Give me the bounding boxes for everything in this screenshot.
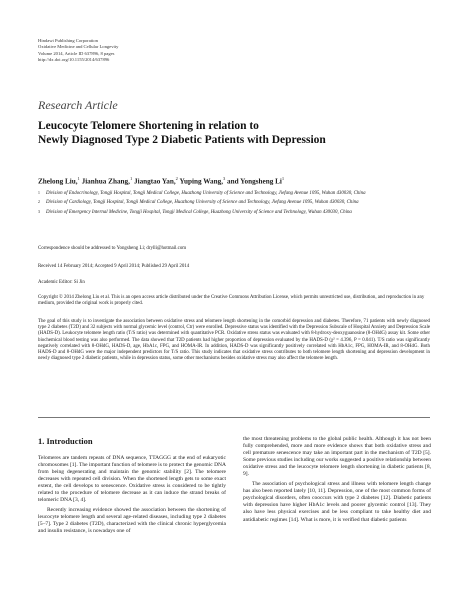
affiliation-number: 2 — [38, 200, 40, 205]
body-paragraph: Recently increasing evidence showed the association between the shortening of leucocyte telomere length and several age-related diseases, including type 2 diabetes [5–7]. Type 2 diabetes (T2D), characterized with the clinical chronic hyperglycemia and insulin resistance, is nowadays one of — [38, 507, 226, 535]
affiliation-item — [38, 210, 430, 216]
author-affil-mark: 3 — [223, 176, 226, 181]
body-paragraph: The association of psychological stress and illness with telomere length change has also been reported lately [10, 11]. Depression, one of the most common forms of psychological disorders, often cooccurs with type 2 diabetes [12]. Diabetic patients with depression have higher HbA1c levels and poorer glycemic control [13]. They also have less physical exercises and be less compliant to take healthy diet and antidiabetic regimes [14]. What is more, it is verified that diabetic patients — [243, 481, 431, 523]
title-line-1: Leucocyte Telomere Shortening in relation to — [38, 120, 259, 132]
author-affil-mark: 1 — [281, 176, 285, 181]
affiliation-number: 1 — [38, 191, 40, 195]
affiliation-text: Division of Emergency Internal Medicine, Tongji Hospital, Tongji Medical College, Huazhong University of Science and Technology, Wuhan 430030, China — [46, 209, 352, 215]
section-heading: 1. Introduction — [38, 436, 93, 446]
author-name: Yuping Wang, — [179, 177, 223, 186]
author-name: Zhelong Liu, — [38, 177, 78, 186]
author-affil-mark: 1 — [129, 176, 133, 181]
doi-link[interactable]: http://dx.doi.org/10.1155/2014/637896 — [38, 57, 110, 63]
correspondence-note: Correspondence should be addressed to Yongsheng Li; drylli@hotmail.com — [38, 246, 187, 251]
author-name: and Yongsheng Li — [227, 177, 282, 186]
article-title — [38, 119, 438, 147]
author-name: Jianhua Zhang, — [81, 177, 130, 186]
author-list — [38, 176, 284, 185]
copyright-notice — [38, 295, 430, 307]
affiliation-text: Division of Cardiology, Tongji Hospital, Tongji Medical College, Huazhong University of Science and Technology, Jiefang Avenue 1095, Wuhan 430030, China — [46, 200, 359, 206]
academic-editor: Academic Editor: Si Jin — [38, 280, 85, 285]
title-line-2: Newly Diagnosed Type 2 Diabetic Patients with Depression — [38, 134, 326, 146]
body-paragraph: Telomeres are tandem repeats of DNA sequence, TTAGGG at the end of eukaryotic chromosomes [1]. The important function of telomere is to protect the genomic DNA from being degenerating and maintain the genomic stability [2]. The telomere decreases with repeated cell division. When the shortened length gets to some exact extent, the cell develops to senescence. Oxidative stress is considered to be tightly related to the procedure of telomere decrease as it can induce the strand breaks of telomeric DNA [3, 4]. — [38, 455, 226, 504]
affiliation-number: 3 — [38, 209, 40, 214]
publisher-name: Hindawi Publishing Corporation — [38, 38, 98, 43]
right-column — [243, 436, 431, 527]
copyright-text: Copyright © 2014 Zhelong Liu et al. This is an open access article distributed under the Creative Commons Attribution License, which permits unrestricted use, distribution, and reproduction in any medium, provided the original work is properly cited. — [38, 295, 425, 307]
journal-name: Oxidative Medicine and Cellular Longevity — [38, 44, 119, 50]
publication-dates: Received 14 February 2014; Accepted 9 April 2014; Published 29 April 2014 — [38, 264, 190, 269]
body-paragraph: the most threatening problems to the global public health. Although it has not been fully comprehended, more and more evidence shows that both oxidative stress and cell premature senescence may take an important part in the mechanism of T2D [5]. Some previous studies including our works suggested a positive relationship between oxidative stress and the leucocyte telomere length shortening in diabetic patients [8, 9]. — [243, 436, 431, 478]
affiliations — [38, 191, 430, 219]
left-column — [38, 436, 226, 539]
affiliation-item — [38, 200, 430, 206]
article-type: Research Article — [38, 98, 118, 112]
author-affil-mark: 1 — [77, 176, 80, 181]
abstract-text: The goal of this study is to investigate the association between oxidative stress and telomere length shortening in the comorbid depression and diabetes. Therefore, 71 patients with newly diagnosed type 2 diabetes (T2D) and 32 subjects with normal glycemic level (control, Ctr) were enrolled. Depressive status was identified with the Depression Subscale of Hospital Anxiety and Depression Scale (HADS-D). Leukocyte telomere length ratio (T/S ratio) was determined with quantitative PCR. Oxidative stress status was evaluated with 8-hydroxy-deoxyguanosine (8-OHdG) assay kit. Some other biochemical blood testing was also performed. The data showed that T2D patients had higher proportion of depression evaluated by the HADS-D (χ² = 4.396, P = 0.041). T/S ratio was significantly negatively correlated with 8-OHdG, HADS-D, age, HbA1c, FPG, and HOMA-IR. In addition, HADS-D was significantly positively correlated with HbA1c, FPG, HOMA-IR, and 8-OHdG. Both HADS-D and 8-OHdG were the major independent predictors for T/S ratio. This study indicates that oxidative stress contributes to both telomere length shortening and depression development in newly diagnosed type 2 diabetic patients, while in depression status, some other mechanisms besides oxidative stress may also affect the telomere length. — [38, 319, 430, 362]
author-affil-mark: 2 — [175, 176, 178, 181]
affiliation-text: Division of Endocrinology, Tongji Hospital, Tongji Medical College, Huazhong University of Science and Technology, Jiefang Avenue 1095, Wuhan 430030, China — [46, 191, 366, 196]
section-divider — [38, 417, 430, 418]
affiliation-item — [38, 191, 430, 197]
author-name: Jiangtao Yan, — [133, 177, 176, 186]
journal-header — [38, 38, 118, 64]
volume-info: Volume 2014, Article ID 637896, 8 pages — [38, 50, 115, 56]
